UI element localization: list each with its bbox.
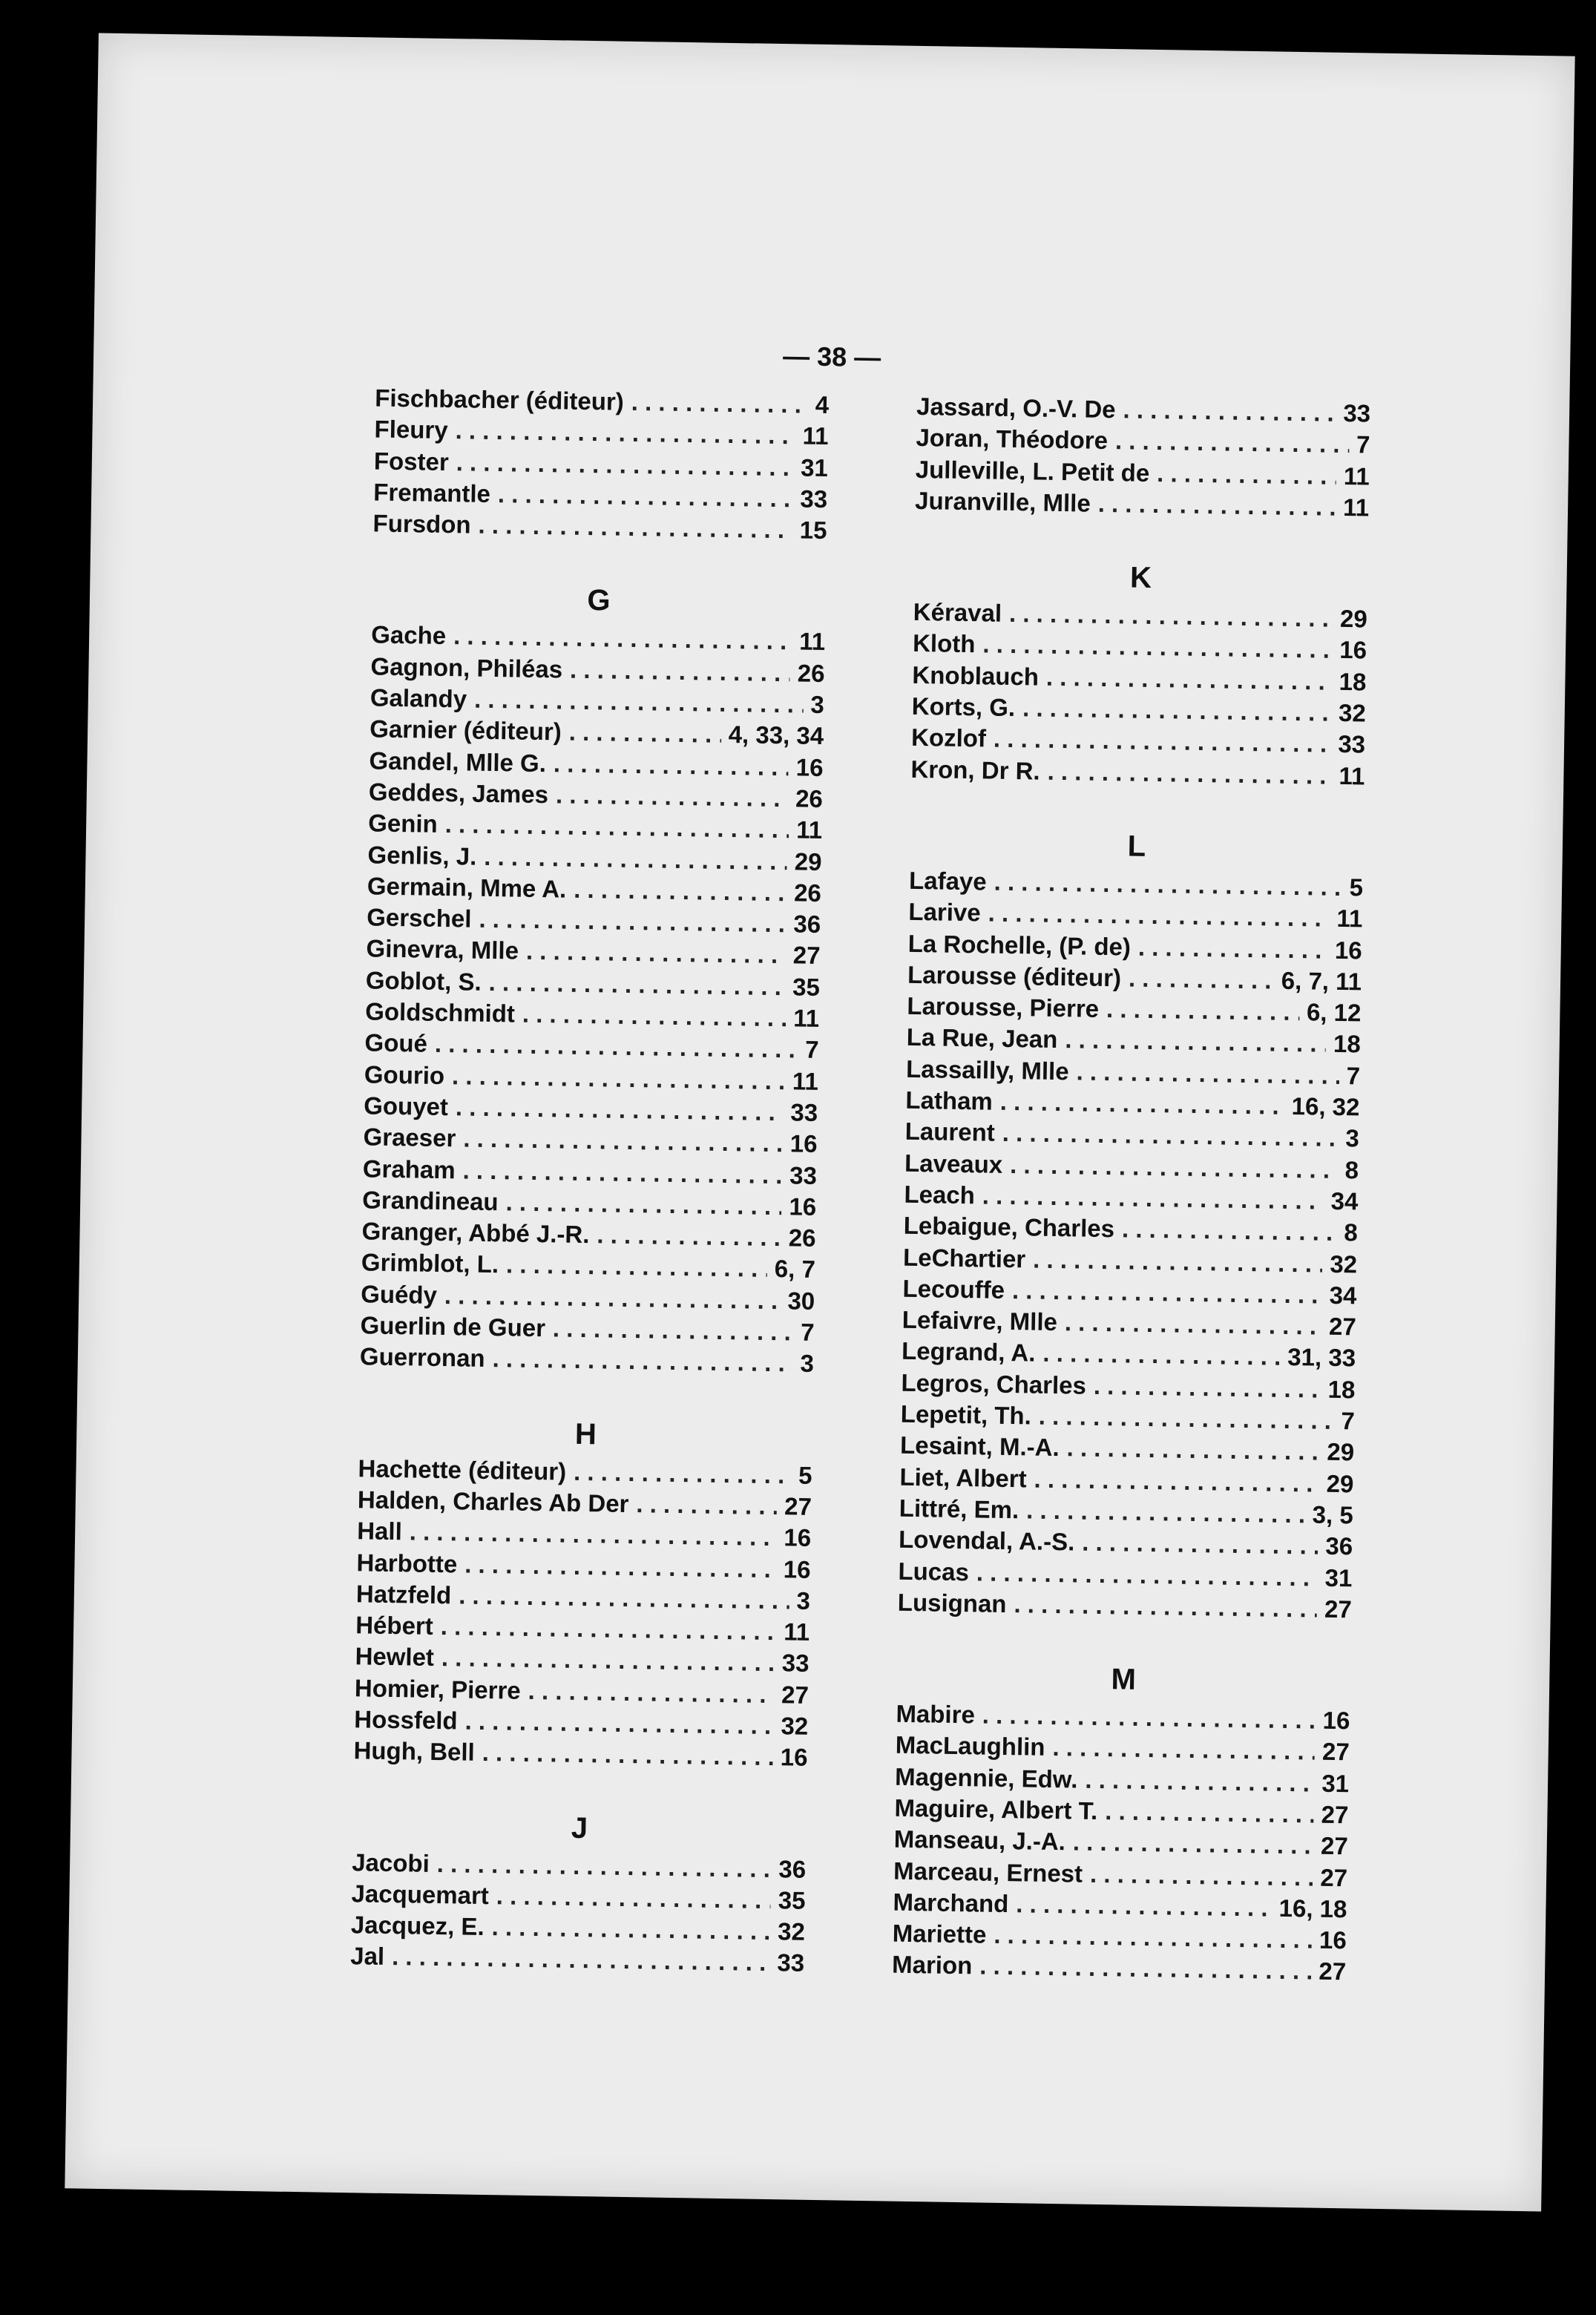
- entry-pages: 33: [1338, 730, 1366, 758]
- dot-leader: [444, 1280, 781, 1316]
- dot-leader: [1094, 1370, 1321, 1405]
- dot-leader: [1138, 931, 1328, 965]
- dot-leader: [1065, 1025, 1326, 1060]
- entry-pages: 27: [1320, 1832, 1349, 1860]
- entry-pages: 27: [792, 941, 821, 970]
- entry-pages: 3: [1345, 1124, 1360, 1152]
- dot-leader: [556, 779, 789, 814]
- entry-name: Granger, Abbé J.-R.: [361, 1217, 590, 1249]
- entry-pages: 16: [780, 1743, 808, 1772]
- dot-leader: [456, 1091, 784, 1128]
- entry-name: Jassard, O.-V. De: [916, 392, 1116, 424]
- dot-leader: [453, 621, 792, 657]
- dot-leader: [1042, 1338, 1281, 1373]
- dot-leader: [1115, 425, 1350, 460]
- dot-leader: [1022, 692, 1332, 729]
- entry-pages: 7: [1346, 1061, 1361, 1090]
- dot-leader: [452, 1060, 786, 1097]
- entry-name: Halden, Charles Ab Der: [357, 1485, 629, 1517]
- entry-pages: 27: [784, 1492, 812, 1520]
- entry-name: Goblot, S.: [365, 966, 482, 996]
- section-letter: J: [571, 1811, 588, 1845]
- entry-name: Genlis, J.: [367, 840, 477, 870]
- entry-name: Mabire: [896, 1699, 976, 1729]
- dot-leader: [1010, 1149, 1338, 1186]
- dot-leader: [570, 654, 790, 689]
- entry-pages: 30: [787, 1287, 815, 1315]
- entry-pages: 11: [784, 1618, 810, 1646]
- entry-name: Gerschel: [366, 903, 472, 933]
- entry-name: Fremantle: [372, 478, 491, 508]
- entry-name: Grimblot, L.: [361, 1248, 499, 1278]
- entry-pages: 29: [794, 847, 822, 876]
- dot-leader: [568, 717, 721, 751]
- entry-pages: 7: [804, 1036, 819, 1064]
- entry-pages: 29: [1339, 605, 1368, 633]
- dot-leader: [994, 1920, 1312, 1956]
- page-number: — 38 —: [782, 341, 881, 373]
- dot-leader: [976, 1557, 1318, 1594]
- index-section: [360, 575, 827, 1380]
- entry-pages: 11: [793, 1004, 820, 1033]
- dot-leader: [462, 1155, 782, 1191]
- dot-leader: [492, 1343, 793, 1379]
- entry-name: Larive: [908, 898, 981, 927]
- entry-pages: 32: [777, 1917, 806, 1945]
- dot-leader: [506, 1250, 767, 1285]
- entry-pages: 35: [778, 1886, 806, 1914]
- entry-pages: 26: [797, 659, 825, 687]
- entry-name: Magennie, Edw.: [894, 1762, 1078, 1793]
- entry-name: Legrand, A.: [901, 1337, 1036, 1367]
- dot-leader: [474, 684, 804, 720]
- entry-name: Larousse, Pierre: [907, 991, 1100, 1023]
- dot-leader: [496, 1880, 772, 1916]
- dot-leader: [636, 1488, 777, 1522]
- dot-leader: [1038, 1401, 1333, 1437]
- index-section: [892, 1654, 1351, 1988]
- dot-leader: [456, 447, 793, 483]
- entry-pages: 32: [1338, 698, 1367, 727]
- entry-pages: 11: [1339, 761, 1365, 790]
- index-column-right: [891, 391, 1370, 2023]
- entry-name: Germain, Mme A.: [367, 872, 567, 903]
- entry-name: Lovendal, A.-S.: [898, 1525, 1075, 1556]
- entry-pages: 3: [800, 1349, 815, 1378]
- entry-pages: 16: [1318, 1925, 1347, 1954]
- entry-name: Joran, Théodore: [916, 424, 1109, 455]
- entry-pages: 33: [800, 485, 828, 513]
- dot-leader: [436, 1848, 771, 1885]
- entry-name: Littré, Em.: [899, 1494, 1019, 1524]
- entry-name: Jacquez, E.: [350, 1911, 485, 1941]
- dot-leader: [1076, 1056, 1339, 1091]
- entry-name: Fischbacher (éditeur): [374, 384, 625, 416]
- entry-pages: 4: [815, 390, 830, 419]
- dot-leader: [1097, 488, 1336, 523]
- entry-name: Gache: [370, 620, 447, 650]
- entry-name: Lepetit, Th.: [900, 1399, 1032, 1430]
- entry-pages: 33: [789, 1160, 818, 1189]
- entry-name: Lesaint, M.-A.: [899, 1431, 1060, 1462]
- entry-name: LeChartier: [902, 1243, 1026, 1273]
- entry-name: La Rue, Jean: [906, 1023, 1058, 1054]
- entry-name: Maguire, Albert T.: [894, 1793, 1098, 1825]
- index-section: [898, 821, 1365, 1626]
- entry-name: Hébert: [355, 1611, 434, 1640]
- entry-pages: 15: [799, 516, 827, 545]
- entry-pages: 33: [777, 1948, 805, 1977]
- entry-pages: 26: [788, 1224, 816, 1252]
- entry-pages: 27: [1321, 1800, 1349, 1829]
- dot-leader: [498, 479, 793, 515]
- entry-pages: 36: [793, 910, 821, 939]
- entry-pages: 3: [810, 690, 825, 719]
- dot-leader: [1123, 394, 1336, 429]
- entry-name: Lefaivre, Mlle: [902, 1305, 1058, 1336]
- entry-pages: 32: [781, 1712, 809, 1740]
- entry-name: Marchand: [893, 1888, 1009, 1917]
- entry-name: Homier, Pierre: [354, 1673, 521, 1704]
- entry-name: Larousse (éditeur): [907, 960, 1122, 992]
- entry-name: Hall: [356, 1517, 403, 1546]
- section-letter: M: [1111, 1663, 1137, 1696]
- index-column-left: [349, 382, 829, 2014]
- dot-leader: [1033, 1244, 1323, 1279]
- dot-leader: [1047, 755, 1332, 791]
- index-section: [915, 391, 1371, 524]
- entry-pages: 16: [784, 1523, 812, 1552]
- dot-leader: [1157, 458, 1336, 492]
- dot-leader: [553, 1313, 794, 1347]
- entry-pages: 36: [1325, 1531, 1353, 1560]
- dot-leader: [1002, 1117, 1338, 1154]
- entry-name: MacLaughlin: [895, 1731, 1045, 1761]
- index-section: [372, 382, 829, 546]
- entry-pages: 5: [1349, 873, 1364, 902]
- dot-leader: [392, 1942, 770, 1979]
- dot-leader: [1105, 1796, 1314, 1830]
- entry-name: Juranville, Mlle: [914, 486, 1091, 517]
- dot-leader: [441, 1642, 775, 1678]
- dot-leader: [999, 1086, 1284, 1122]
- section-letter: G: [587, 584, 611, 617]
- dot-leader: [982, 1700, 1316, 1736]
- entry-name: Fleury: [374, 415, 448, 444]
- dot-leader: [522, 999, 786, 1034]
- dot-leader: [1066, 1433, 1319, 1468]
- entry-pages: 18: [1339, 667, 1367, 696]
- entry-name: Gouyet: [363, 1091, 449, 1121]
- index-section: [353, 1408, 813, 1774]
- dot-leader: [444, 809, 789, 846]
- dot-leader: [631, 387, 808, 421]
- dot-leader: [1046, 661, 1332, 697]
- entry-pages: 16: [783, 1554, 811, 1583]
- dot-leader: [1073, 1827, 1314, 1862]
- index-entry: [350, 1941, 805, 1980]
- entry-pages: 6, 12: [1306, 998, 1362, 1027]
- entry-pages: 11: [792, 1067, 819, 1095]
- dot-leader: [1052, 1732, 1315, 1767]
- entry-name: Goldschmidt: [364, 997, 516, 1028]
- entry-name: Graham: [362, 1154, 456, 1183]
- dot-leader: [982, 629, 1333, 666]
- dot-leader: [488, 967, 785, 1003]
- section-letter: L: [1127, 830, 1146, 863]
- entry-name: Gandel, Mlle G.: [369, 746, 547, 777]
- entry-pages: 31: [800, 453, 829, 482]
- entry-pages: 16: [1334, 936, 1363, 965]
- dot-leader: [479, 904, 786, 940]
- entry-name: Lafaye: [908, 866, 987, 896]
- entry-pages: 29: [1327, 1438, 1355, 1466]
- entry-name: Graeser: [363, 1123, 456, 1152]
- entry-pages: 27: [1318, 1957, 1347, 1986]
- entry-name: Harbotte: [356, 1548, 458, 1577]
- entry-name: Guédy: [361, 1280, 438, 1309]
- dot-leader: [464, 1549, 776, 1585]
- dot-leader: [491, 1911, 770, 1947]
- index-entry: [372, 508, 827, 547]
- dot-leader: [1106, 994, 1300, 1028]
- entry-pages: 5: [798, 1461, 812, 1489]
- entry-name: Gourio: [364, 1060, 445, 1089]
- index-entry: [360, 1342, 815, 1380]
- entry-name: Lassailly, Mlle: [905, 1054, 1069, 1086]
- entry-pages: 34: [1330, 1186, 1359, 1215]
- entry-name: Jacobi: [351, 1848, 430, 1877]
- entry-pages: 11: [1342, 493, 1370, 522]
- entry-name: Garnier (éditeur): [369, 715, 562, 746]
- entry-name: Latham: [905, 1086, 994, 1115]
- dot-leader: [505, 1186, 782, 1222]
- entry-name: La Rochelle, (P. de): [907, 929, 1132, 961]
- entry-name: Korts, G.: [911, 692, 1016, 722]
- entry-name: Genin: [367, 809, 439, 838]
- entry-pages: 33: [781, 1649, 810, 1678]
- entry-name: Gagnon, Philéas: [370, 652, 563, 683]
- section-letter: H: [574, 1417, 597, 1451]
- dot-leader: [482, 1737, 773, 1773]
- entry-name: Leach: [904, 1180, 976, 1209]
- dot-leader: [574, 874, 787, 909]
- entry-name: Ginevra, Mlle: [366, 934, 519, 965]
- section-letter: K: [1129, 561, 1152, 595]
- entry-name: Laurent: [904, 1117, 996, 1147]
- entry-pages: 27: [1321, 1738, 1350, 1766]
- entry-pages: 7: [1356, 430, 1370, 459]
- dot-leader: [597, 1219, 781, 1253]
- dot-leader: [455, 415, 795, 451]
- entry-name: Knoblauch: [912, 660, 1040, 691]
- entry-pages: 18: [1333, 1030, 1362, 1058]
- dot-leader: [982, 1180, 1324, 1217]
- entry-name: Kéraval: [913, 598, 1002, 627]
- entry-pages: 11: [798, 627, 826, 656]
- entry-pages: 16, 32: [1291, 1092, 1360, 1121]
- entry-pages: 8: [1344, 1155, 1359, 1184]
- entry-pages: 33: [1343, 398, 1371, 427]
- dot-leader: [464, 1706, 774, 1742]
- entry-pages: 7: [800, 1318, 815, 1346]
- dot-leader: [574, 1456, 792, 1491]
- entry-name: Legros, Charles: [901, 1368, 1087, 1399]
- entry-name: Hugh, Bell: [353, 1736, 476, 1767]
- entry-pages: 16: [795, 753, 824, 781]
- dot-leader: [440, 1611, 776, 1647]
- entry-name: Kozlof: [910, 723, 987, 752]
- entry-name: Hatzfeld: [355, 1580, 452, 1609]
- entry-pages: 31: [1321, 1769, 1350, 1797]
- dot-leader: [459, 1580, 789, 1616]
- entry-name: Jal: [349, 1942, 385, 1971]
- dot-leader: [526, 936, 786, 971]
- entry-name: Guerlin de Guer: [360, 1311, 546, 1342]
- entry-name: Hachette (éditeur): [358, 1454, 567, 1485]
- dot-leader: [1122, 1214, 1337, 1249]
- entry-pages: 16: [789, 1129, 818, 1158]
- dot-leader: [1129, 962, 1274, 996]
- index-entry: [898, 1587, 1353, 1626]
- entry-name: Manseau, J.-A.: [893, 1825, 1066, 1856]
- entry-name: Liet, Albert: [899, 1462, 1027, 1493]
- entry-name: Lucas: [898, 1557, 970, 1586]
- entry-name: Julleville, L. Petit de: [915, 455, 1150, 487]
- index-section: [350, 1802, 807, 1980]
- entry-pages: 29: [1326, 1469, 1354, 1497]
- entry-name: Hewlet: [355, 1642, 435, 1672]
- entry-pages: 32: [1330, 1250, 1358, 1278]
- entry-name: Jacquemart: [351, 1879, 490, 1909]
- entry-name: Fursdon: [372, 509, 471, 539]
- dot-leader: [1082, 1527, 1318, 1562]
- entry-pages: 27: [1324, 1595, 1353, 1623]
- dot-leader: [994, 867, 1342, 904]
- entry-pages: 33: [790, 1098, 818, 1126]
- entry-name: Hossfeld: [353, 1705, 458, 1735]
- entry-name: Foster: [373, 447, 450, 476]
- dot-leader: [484, 841, 787, 877]
- dot-leader: [528, 1675, 774, 1710]
- entry-name: Galandy: [370, 683, 467, 713]
- entry-pages: 18: [1327, 1375, 1356, 1404]
- index-entry: [892, 1949, 1347, 1988]
- entry-pages: 36: [778, 1854, 807, 1883]
- dot-leader: [1090, 1858, 1313, 1893]
- entry-name: Marion: [891, 1951, 973, 1980]
- entry-pages: 4, 33, 34: [728, 720, 824, 750]
- entry-name: Lecouffe: [902, 1274, 1005, 1304]
- entry-pages: 34: [1329, 1281, 1357, 1310]
- entry-pages: 16: [1322, 1706, 1350, 1735]
- entry-name: Lusignan: [897, 1588, 1007, 1618]
- index-entry: [910, 754, 1365, 792]
- entry-pages: 11: [1336, 904, 1363, 933]
- entry-name: Laveaux: [904, 1149, 1003, 1178]
- dot-leader: [994, 723, 1331, 760]
- entry-name: Goué: [364, 1028, 428, 1058]
- entry-pages: 11: [802, 421, 829, 450]
- entry-pages: 6, 7: [774, 1255, 816, 1284]
- dot-leader: [1034, 1463, 1319, 1499]
- index-entry: [915, 485, 1370, 524]
- entry-name: Guerronan: [359, 1342, 485, 1373]
- dot-leader: [988, 898, 1329, 935]
- entry-name: Kloth: [912, 629, 976, 658]
- dot-leader: [1014, 1589, 1317, 1625]
- entry-pages: 27: [781, 1680, 810, 1709]
- dot-leader: [1012, 1275, 1322, 1311]
- entry-name: Lebaigue, Charles: [903, 1212, 1115, 1243]
- index-entry: [353, 1736, 808, 1774]
- entry-pages: 31, 33: [1287, 1343, 1356, 1372]
- entry-pages: 8: [1344, 1218, 1359, 1247]
- entry-name: Geddes, James: [368, 778, 549, 809]
- dot-leader: [1009, 598, 1333, 634]
- entry-name: Marceau, Ernest: [893, 1856, 1083, 1888]
- dot-leader: [979, 1951, 1312, 1987]
- dot-leader: [1085, 1764, 1315, 1799]
- document-page: [65, 33, 1574, 2212]
- entry-pages: 26: [795, 784, 824, 812]
- index-section: [910, 552, 1368, 792]
- entry-pages: 35: [792, 973, 821, 1001]
- entry-pages: 31: [1324, 1563, 1353, 1592]
- entry-name: Grandineau: [361, 1186, 499, 1216]
- entry-pages: 6, 7, 11: [1281, 966, 1362, 996]
- entry-pages: 7: [1341, 1407, 1356, 1435]
- entry-pages: 16, 18: [1278, 1894, 1347, 1923]
- entry-pages: 16: [789, 1192, 817, 1221]
- dot-leader: [1016, 1888, 1272, 1924]
- entry-pages: 26: [793, 879, 822, 907]
- entry-name: Kron, Dr R.: [910, 755, 1040, 785]
- entry-pages: 27: [1320, 1863, 1348, 1891]
- entry-pages: 11: [1343, 462, 1370, 490]
- dot-leader: [1026, 1494, 1305, 1530]
- entry-name: Mariette: [892, 1919, 987, 1948]
- entry-pages: 3, 5: [1312, 1500, 1354, 1529]
- dot-leader: [554, 748, 789, 783]
- dot-leader: [1065, 1307, 1322, 1342]
- entry-pages: 11: [796, 815, 823, 844]
- entry-pages: 27: [1328, 1312, 1357, 1341]
- dot-leader: [463, 1123, 783, 1160]
- entry-pages: 3: [796, 1586, 811, 1615]
- entry-pages: 16: [1339, 636, 1367, 664]
- dot-leader: [478, 510, 792, 546]
